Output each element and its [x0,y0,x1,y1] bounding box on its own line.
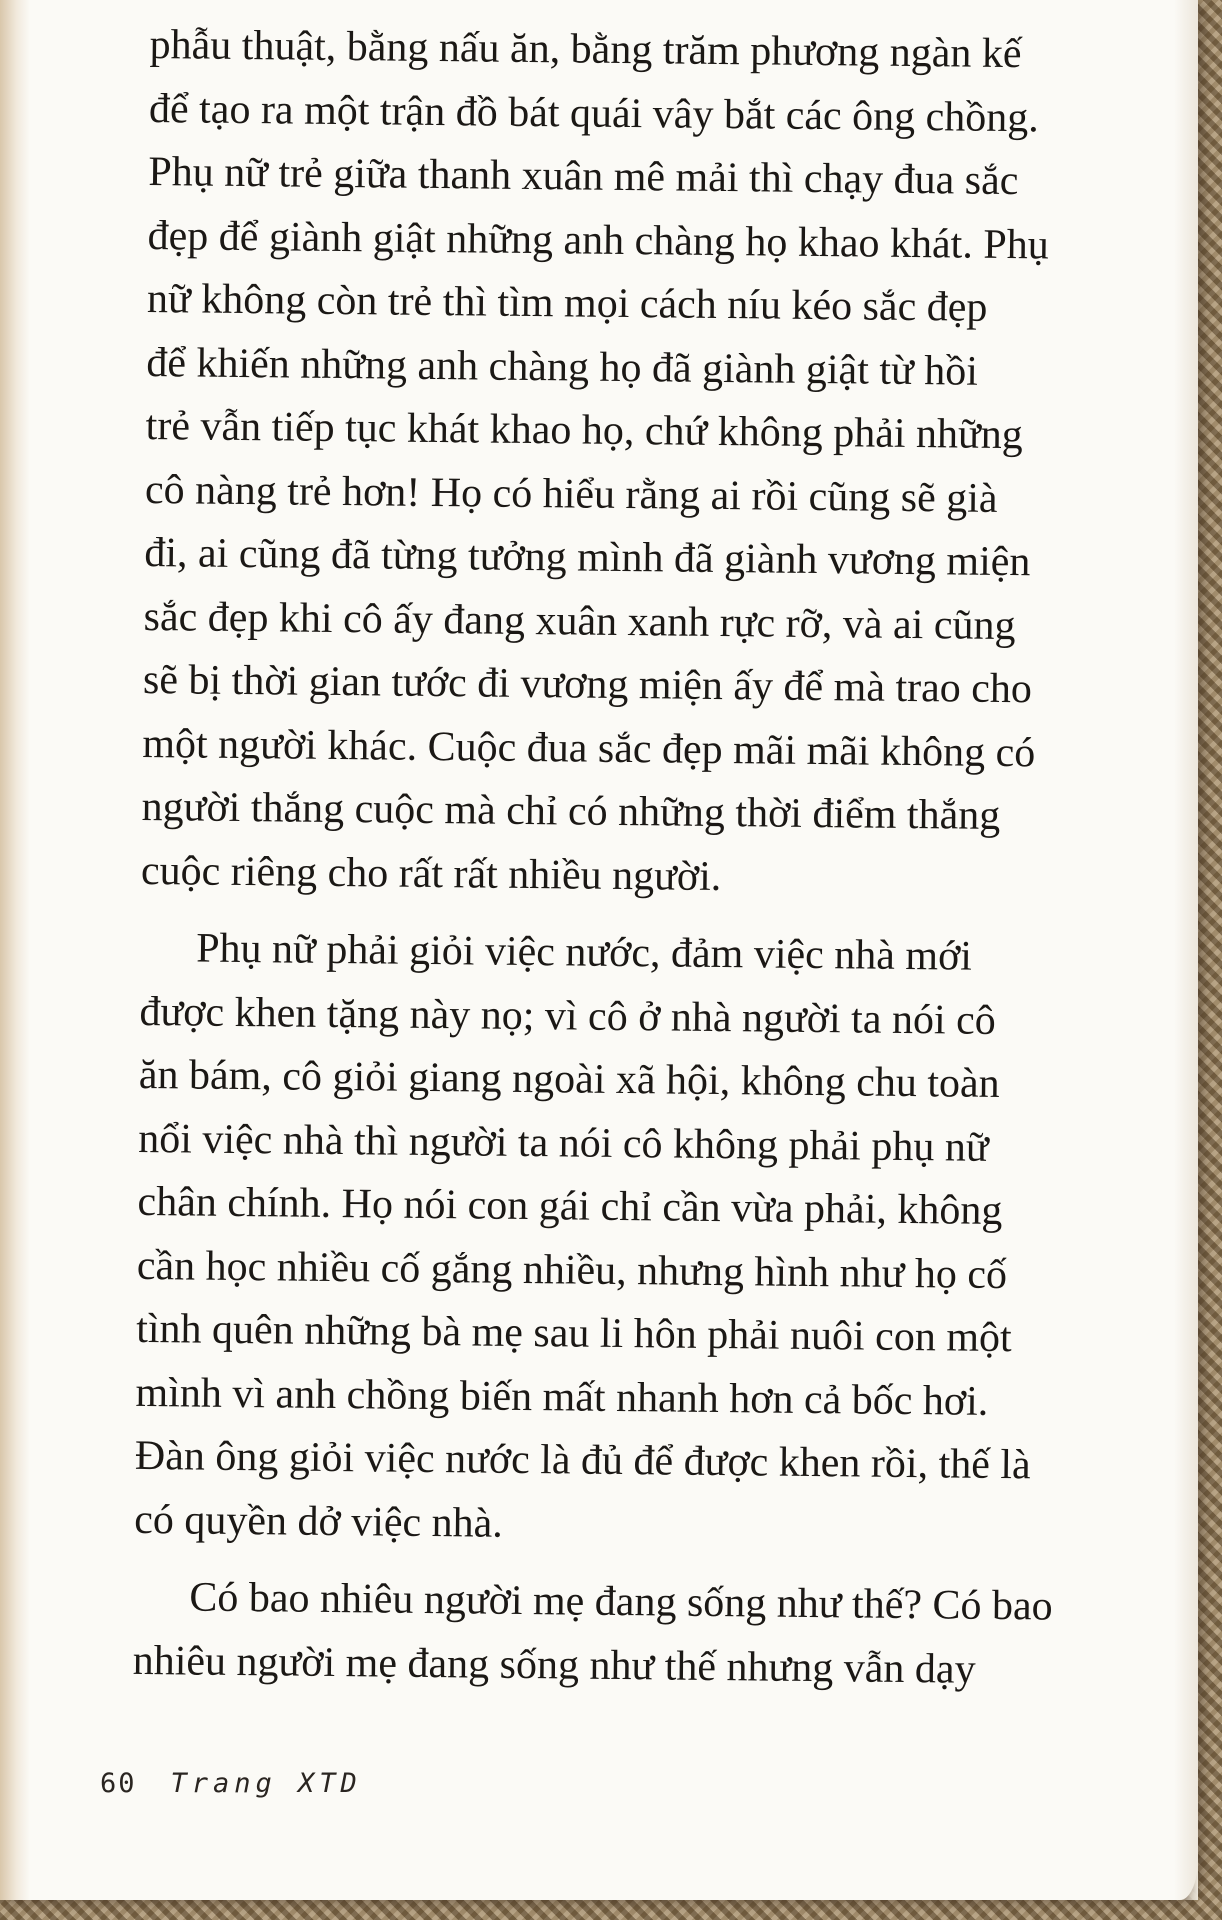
running-title: Trang XTD [170,1768,362,1799]
text-line: Phụ nữ trẻ giữa thanh xuân mê mải thì chạy đua sắc [148,148,1019,205]
text-line: nhiêu người mẹ đang sống như thế nhưng vẫn dạy [132,1637,976,1693]
text-line: để tạo ra một trận đồ bát quái vây bắt các ông chồng. [148,85,1040,141]
page-number: 60 [100,1768,137,1799]
text-line: để khiến những anh chàng họ đã giành giật từ hồi [146,339,979,395]
text-line: nổi việc nhà thì người ta nói cô không phải phụ nữ [137,1115,989,1171]
text-line: có quyền dở việc nhà. [133,1496,504,1547]
text-line: sẽ bị thời gian tước đi vương miện ấy để mà trao cho [142,656,1033,713]
text-line: được khen tặng này nọ; vì cô ở nhà người ta nói cô [139,988,997,1044]
text-line: người thắng cuộc mà chỉ có những thời điểm thắng [141,783,1001,839]
text-line: một người khác. Cuộc đua sắc đẹp mãi mãi không có [142,720,1036,776]
paragraph-2 [134,917,1111,1562]
text-line: phẫu thuật, bằng nấu ăn, bằng trăm phương ngàn kế [149,21,1022,78]
text-line: đẹp để giành giật những anh chàng họ khao khát. Phụ [147,212,1049,268]
page-edge-shadow [1174,0,1198,1900]
text-line: nữ không còn trẻ thì tìm mọi cách níu kéo sắc đẹp [146,275,988,331]
text-line: cần học nhiều cố gắng nhiều, nhưng hình như họ cố [136,1242,1008,1298]
text-line: tình quên những bà mẹ sau li hôn phải nuôi con một [135,1305,1012,1362]
text-line: Có bao nhiêu người mẹ đang sống như thế? Có bao [189,1574,1053,1630]
text-line: cuộc riêng cho rất rất nhiều người. [140,847,722,900]
body-text [132,14,1120,1703]
text-line: trẻ vẫn tiếp tục khát khao họ, chứ không phải những [145,402,1024,459]
paragraph-1 [141,14,1120,913]
text-line: cô nàng trẻ hơn! Họ có hiểu rằng ai rồi cũng sẽ già [144,466,998,522]
text-line: Phụ nữ phải giỏi việc nước, đảm việc nhà mới [195,925,973,980]
text-line: đi, ai cũng đã từng tưởng mình đã giành vương miện [144,529,1031,586]
text-line: Đàn ông giỏi việc nước là đủ để được khen rồi, thế là [134,1432,1031,1489]
page-footer [100,1768,362,1799]
text-line: chân chính. Họ nói con gái chỉ cần vừa phải, không [137,1178,1003,1234]
text-line: sắc đẹp khi cô ấy đang xuân xanh rực rỡ, và ai cũng [143,593,1016,649]
text-line: ăn bám, cô giỏi giang ngoài xã hội, không chu toàn [138,1051,1000,1107]
paragraph-3 [132,1566,1103,1703]
text-line: mình vì anh chồng biến mất nhanh hơn cả bốc hơi. [135,1369,989,1425]
